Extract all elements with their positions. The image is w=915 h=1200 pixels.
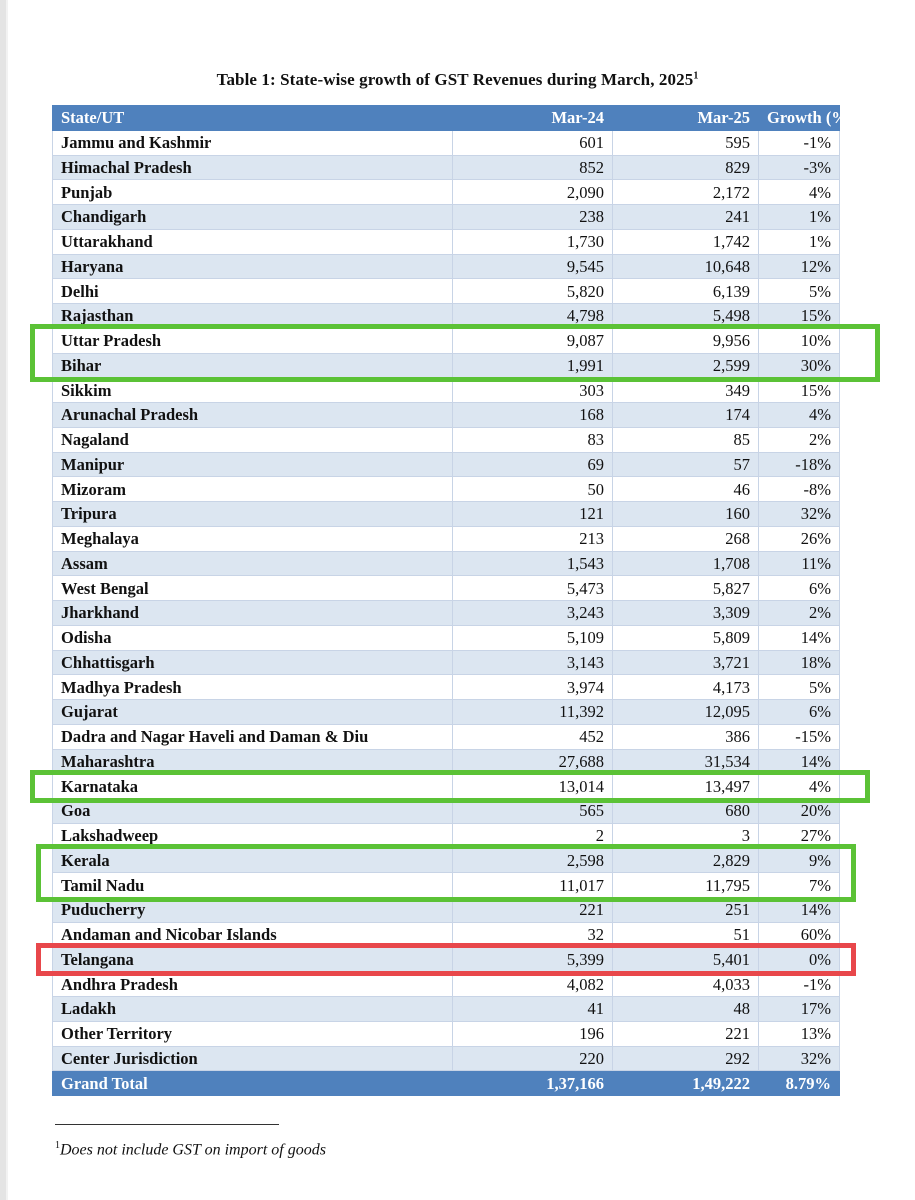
- growth-cell: 5%: [759, 675, 840, 700]
- mar24-cell: 220: [453, 1046, 613, 1071]
- mar25-cell: 2,599: [613, 353, 759, 378]
- grand-total-mar24: 1,37,166: [453, 1071, 613, 1096]
- mar25-cell: 51: [613, 922, 759, 947]
- mar24-cell: 601: [453, 130, 613, 155]
- table-row: [53, 403, 840, 428]
- state-cell: Punjab: [53, 180, 453, 205]
- mar24-cell: 452: [453, 724, 613, 749]
- mar24-cell: 5,473: [453, 576, 613, 601]
- state-cell: Uttar Pradesh: [53, 328, 453, 353]
- column-header-state: State/UT: [53, 106, 453, 131]
- state-cell: Mizoram: [53, 477, 453, 502]
- table-row: [53, 823, 840, 848]
- growth-cell: 26%: [759, 526, 840, 551]
- mar25-cell: 4,033: [613, 972, 759, 997]
- column-header-growth: Growth (%): [759, 106, 840, 131]
- page-shadow-edge-inner: [6, 0, 8, 1200]
- mar24-cell: 3,243: [453, 601, 613, 626]
- mar25-cell: 292: [613, 1046, 759, 1071]
- footnote-text: Does not include GST on import of goods: [60, 1141, 326, 1159]
- table-row: [53, 774, 840, 799]
- growth-cell: 2%: [759, 601, 840, 626]
- mar24-cell: 27,688: [453, 749, 613, 774]
- table-row: [53, 972, 840, 997]
- table-row: [53, 650, 840, 675]
- table-row: [53, 848, 840, 873]
- mar24-cell: 238: [453, 205, 613, 230]
- mar25-cell: 1,708: [613, 551, 759, 576]
- mar24-cell: 303: [453, 378, 613, 403]
- footnote: [55, 1140, 326, 1159]
- growth-cell: 60%: [759, 922, 840, 947]
- state-cell: Haryana: [53, 254, 453, 279]
- footnote-mark: 1: [55, 1140, 60, 1151]
- mar25-cell: 46: [613, 477, 759, 502]
- growth-cell: 12%: [759, 254, 840, 279]
- table-title-text: Table 1: State-wise growth of GST Revenues during March, 2025: [216, 70, 694, 89]
- state-cell: West Bengal: [53, 576, 453, 601]
- table-row: [53, 526, 840, 551]
- mar25-cell: 3: [613, 823, 759, 848]
- growth-cell: 1%: [759, 205, 840, 230]
- mar24-cell: 11,017: [453, 873, 613, 898]
- mar25-cell: 9,956: [613, 328, 759, 353]
- state-cell: Maharashtra: [53, 749, 453, 774]
- state-cell: Jharkhand: [53, 601, 453, 626]
- state-cell: Kerala: [53, 848, 453, 873]
- growth-cell: 30%: [759, 353, 840, 378]
- growth-cell: 1%: [759, 229, 840, 254]
- mar24-cell: 2,090: [453, 180, 613, 205]
- mar25-cell: 57: [613, 452, 759, 477]
- mar24-cell: 168: [453, 403, 613, 428]
- growth-cell: 32%: [759, 502, 840, 527]
- mar25-cell: 349: [613, 378, 759, 403]
- growth-cell: 17%: [759, 997, 840, 1022]
- table-row: [53, 551, 840, 576]
- state-cell: Uttarakhand: [53, 229, 453, 254]
- growth-cell: 10%: [759, 328, 840, 353]
- state-cell: Puducherry: [53, 898, 453, 923]
- table-row: [53, 601, 840, 626]
- growth-cell: 15%: [759, 378, 840, 403]
- gst-revenue-table: [52, 105, 854, 1096]
- state-cell: Andhra Pradesh: [53, 972, 453, 997]
- mar25-cell: 386: [613, 724, 759, 749]
- mar24-cell: 5,109: [453, 625, 613, 650]
- table-row: [53, 477, 840, 502]
- state-cell: Bihar: [53, 353, 453, 378]
- mar25-cell: 221: [613, 1021, 759, 1046]
- mar25-cell: 31,534: [613, 749, 759, 774]
- growth-cell: 14%: [759, 749, 840, 774]
- mar24-cell: 69: [453, 452, 613, 477]
- mar25-cell: 2,172: [613, 180, 759, 205]
- state-cell: Lakshadweep: [53, 823, 453, 848]
- state-cell: Karnataka: [53, 774, 453, 799]
- mar24-cell: 83: [453, 427, 613, 452]
- table-row: [53, 378, 840, 403]
- grand-total-mar25: 1,49,222: [613, 1071, 759, 1096]
- grand-total-label: Grand Total: [53, 1071, 453, 1096]
- growth-cell: 9%: [759, 848, 840, 873]
- mar25-cell: 174: [613, 403, 759, 428]
- state-cell: Other Territory: [53, 1021, 453, 1046]
- mar25-cell: 6,139: [613, 279, 759, 304]
- state-cell: Gujarat: [53, 700, 453, 725]
- growth-cell: 27%: [759, 823, 840, 848]
- mar24-cell: 221: [453, 898, 613, 923]
- table-row: [53, 1021, 840, 1046]
- state-cell: Chandigarh: [53, 205, 453, 230]
- mar24-cell: 213: [453, 526, 613, 551]
- mar24-cell: 3,974: [453, 675, 613, 700]
- state-cell: Center Jurisdiction: [53, 1046, 453, 1071]
- state-cell: Delhi: [53, 279, 453, 304]
- mar25-cell: 48: [613, 997, 759, 1022]
- mar24-cell: 13,014: [453, 774, 613, 799]
- state-cell: Dadra and Nagar Haveli and Daman & Diu: [53, 724, 453, 749]
- mar24-cell: 1,543: [453, 551, 613, 576]
- state-cell: Meghalaya: [53, 526, 453, 551]
- mar24-cell: 1,730: [453, 229, 613, 254]
- mar25-cell: 4,173: [613, 675, 759, 700]
- growth-cell: 6%: [759, 576, 840, 601]
- footnote-divider: [55, 1124, 279, 1125]
- table-header-row: [53, 106, 840, 131]
- mar24-cell: 196: [453, 1021, 613, 1046]
- state-cell: Assam: [53, 551, 453, 576]
- mar25-cell: 1,742: [613, 229, 759, 254]
- mar24-cell: 41: [453, 997, 613, 1022]
- growth-cell: -8%: [759, 477, 840, 502]
- mar25-cell: 829: [613, 155, 759, 180]
- mar24-cell: 3,143: [453, 650, 613, 675]
- state-cell: Tripura: [53, 502, 453, 527]
- mar24-cell: 50: [453, 477, 613, 502]
- growth-cell: 4%: [759, 180, 840, 205]
- state-cell: Arunachal Pradesh: [53, 403, 453, 428]
- table-title: [0, 70, 915, 90]
- growth-cell: 13%: [759, 1021, 840, 1046]
- mar25-cell: 251: [613, 898, 759, 923]
- table-row: [53, 452, 840, 477]
- table-row: [53, 799, 840, 824]
- state-cell: Telangana: [53, 947, 453, 972]
- table-row: [53, 328, 840, 353]
- mar25-cell: 680: [613, 799, 759, 824]
- mar24-cell: 2,598: [453, 848, 613, 873]
- table-row: [53, 675, 840, 700]
- mar25-cell: 3,721: [613, 650, 759, 675]
- growth-cell: 32%: [759, 1046, 840, 1071]
- mar24-cell: 5,820: [453, 279, 613, 304]
- mar25-cell: 11,795: [613, 873, 759, 898]
- grand-total-row: [53, 1071, 840, 1096]
- table-row: [53, 724, 840, 749]
- table-row: [53, 947, 840, 972]
- state-cell: Nagaland: [53, 427, 453, 452]
- table-row: [53, 353, 840, 378]
- growth-cell: 14%: [759, 898, 840, 923]
- table-row: [53, 873, 840, 898]
- growth-cell: 20%: [759, 799, 840, 824]
- mar25-cell: 5,827: [613, 576, 759, 601]
- mar24-cell: 121: [453, 502, 613, 527]
- growth-cell: -15%: [759, 724, 840, 749]
- mar24-cell: 5,399: [453, 947, 613, 972]
- growth-cell: 4%: [759, 403, 840, 428]
- table-row: [53, 576, 840, 601]
- table-body: [53, 130, 840, 1071]
- state-cell: Jammu and Kashmir: [53, 130, 453, 155]
- table-row: [53, 229, 840, 254]
- mar25-cell: 241: [613, 205, 759, 230]
- growth-cell: 4%: [759, 774, 840, 799]
- mar25-cell: 10,648: [613, 254, 759, 279]
- growth-cell: 15%: [759, 304, 840, 329]
- mar25-cell: 268: [613, 526, 759, 551]
- state-cell: Tamil Nadu: [53, 873, 453, 898]
- mar24-cell: 11,392: [453, 700, 613, 725]
- table-row: [53, 304, 840, 329]
- state-cell: Ladakh: [53, 997, 453, 1022]
- mar25-cell: 12,095: [613, 700, 759, 725]
- mar25-cell: 2,829: [613, 848, 759, 873]
- table-row: [53, 180, 840, 205]
- table-row: [53, 205, 840, 230]
- table-row: [53, 155, 840, 180]
- mar24-cell: 4,082: [453, 972, 613, 997]
- grand-total-growth: 8.79%: [759, 1071, 840, 1096]
- state-cell: Odisha: [53, 625, 453, 650]
- table-row: [53, 254, 840, 279]
- growth-cell: -3%: [759, 155, 840, 180]
- state-cell: Andaman and Nicobar Islands: [53, 922, 453, 947]
- table-row: [53, 997, 840, 1022]
- table-row: [53, 279, 840, 304]
- table-row: [53, 922, 840, 947]
- growth-cell: -1%: [759, 130, 840, 155]
- mar25-cell: 5,498: [613, 304, 759, 329]
- table-row: [53, 502, 840, 527]
- growth-cell: 14%: [759, 625, 840, 650]
- table-row: [53, 130, 840, 155]
- mar24-cell: 32: [453, 922, 613, 947]
- mar25-cell: 5,401: [613, 947, 759, 972]
- mar25-cell: 13,497: [613, 774, 759, 799]
- mar25-cell: 595: [613, 130, 759, 155]
- state-cell: Madhya Pradesh: [53, 675, 453, 700]
- mar25-cell: 160: [613, 502, 759, 527]
- growth-cell: 18%: [759, 650, 840, 675]
- column-header-mar25: Mar-25: [613, 106, 759, 131]
- growth-cell: 0%: [759, 947, 840, 972]
- mar24-cell: 4,798: [453, 304, 613, 329]
- mar24-cell: 9,545: [453, 254, 613, 279]
- state-cell: Goa: [53, 799, 453, 824]
- title-footnote-mark: 1: [693, 70, 699, 82]
- state-cell: Himachal Pradesh: [53, 155, 453, 180]
- mar24-cell: 9,087: [453, 328, 613, 353]
- growth-cell: 6%: [759, 700, 840, 725]
- mar24-cell: 2: [453, 823, 613, 848]
- table-row: [53, 749, 840, 774]
- state-cell: Chhattisgarh: [53, 650, 453, 675]
- mar25-cell: 85: [613, 427, 759, 452]
- growth-cell: 11%: [759, 551, 840, 576]
- table-row: [53, 1046, 840, 1071]
- mar25-cell: 5,809: [613, 625, 759, 650]
- mar24-cell: 852: [453, 155, 613, 180]
- growth-cell: 2%: [759, 427, 840, 452]
- state-cell: Sikkim: [53, 378, 453, 403]
- mar25-cell: 3,309: [613, 601, 759, 626]
- growth-cell: -18%: [759, 452, 840, 477]
- growth-cell: 7%: [759, 873, 840, 898]
- growth-cell: 5%: [759, 279, 840, 304]
- table-row: [53, 625, 840, 650]
- mar24-cell: 1,991: [453, 353, 613, 378]
- table-row: [53, 700, 840, 725]
- state-cell: Rajasthan: [53, 304, 453, 329]
- state-cell: Manipur: [53, 452, 453, 477]
- growth-cell: -1%: [759, 972, 840, 997]
- mar24-cell: 565: [453, 799, 613, 824]
- table-row: [53, 427, 840, 452]
- column-header-mar24: Mar-24: [453, 106, 613, 131]
- table-row: [53, 898, 840, 923]
